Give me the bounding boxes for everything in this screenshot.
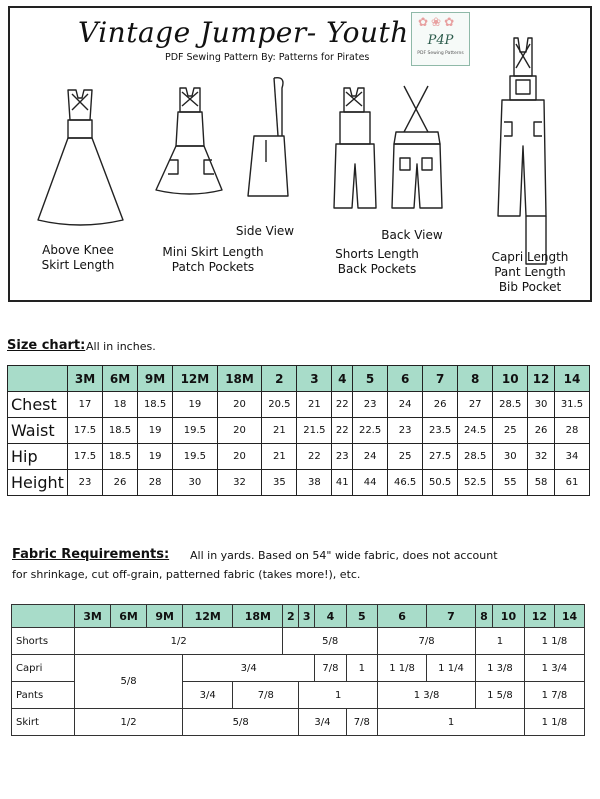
size-cell: 41 <box>332 470 353 496</box>
size-cell: 26 <box>423 392 458 418</box>
size-cell: 22 <box>297 444 332 470</box>
size-cell: 55 <box>493 470 528 496</box>
size-cell: 50.5 <box>423 470 458 496</box>
logo-subtext: PDF Sewing Patterns <box>417 51 464 56</box>
fabric-note-line2: for shrinkage, cut off-grain, patterned fabric (takes more!), etc. <box>12 568 361 581</box>
size-cell: 32 <box>528 444 555 470</box>
fabric-row-label: Capri <box>12 655 75 682</box>
size-cell: 21 <box>297 392 332 418</box>
size-chart-body <box>8 392 590 496</box>
fabric-size-col: 6 <box>378 605 427 628</box>
caption-shorts-line1: Shorts Length <box>335 247 419 261</box>
caption-side-view: Side View <box>235 224 295 238</box>
fabric-header-row <box>12 605 585 628</box>
size-row-chest <box>8 392 590 418</box>
size-row-waist <box>8 418 590 444</box>
fabric-row-shorts <box>12 628 585 655</box>
fabric-cell: 1 5/8 <box>475 682 524 709</box>
fabric-cell: 7/8 <box>233 682 299 709</box>
fabric-cell: 1 <box>346 655 377 682</box>
size-cell: 28 <box>554 418 589 444</box>
fabric-cell: 5/8 <box>183 709 299 736</box>
size-cell: 23 <box>388 418 423 444</box>
size-header-blank <box>8 366 68 392</box>
fabric-cell: 3/4 <box>183 682 233 709</box>
size-cell: 20 <box>217 392 262 418</box>
fabric-cell: 1 <box>475 628 524 655</box>
size-chart-title: Size chart: <box>7 338 86 353</box>
size-cell: 23 <box>332 444 353 470</box>
caption-capri-line2: Pant Length <box>494 265 566 279</box>
caption-skirt-line1: Above Knee <box>42 243 114 257</box>
fabric-cell: 1/2 <box>75 628 283 655</box>
fabric-cell: 1 1/4 <box>427 655 476 682</box>
size-col: 6M <box>103 366 138 392</box>
fabric-cell: 3/4 <box>183 655 315 682</box>
size-cell: 21 <box>262 444 297 470</box>
size-row-label: Hip <box>8 444 68 470</box>
size-cell: 20.5 <box>262 392 297 418</box>
size-cell: 61 <box>554 470 589 496</box>
size-cell: 18.5 <box>103 418 138 444</box>
size-cell: 20 <box>217 444 262 470</box>
skirt-jumper-illustration <box>38 80 128 230</box>
caption-mini-line1: Mini Skirt Length <box>162 245 264 259</box>
size-cell: 17.5 <box>68 418 103 444</box>
size-cell: 38 <box>297 470 332 496</box>
fabric-cell: 1 3/8 <box>378 682 476 709</box>
mini-skirt-illustration <box>152 80 232 200</box>
size-cell: 22 <box>332 418 353 444</box>
fabric-size-col: 9M <box>147 605 183 628</box>
fabric-size-col: 4 <box>315 605 346 628</box>
caption-capri-line3: Bib Pocket <box>498 280 562 294</box>
fabric-cell: 7/8 <box>315 655 346 682</box>
size-col: 18M <box>217 366 262 392</box>
size-cell: 30 <box>493 444 528 470</box>
fabric-size-col: 2 <box>283 605 299 628</box>
size-cell: 23 <box>353 392 388 418</box>
size-cell: 31.5 <box>554 392 589 418</box>
fabric-size-col: 3 <box>299 605 315 628</box>
size-cell: 25 <box>388 444 423 470</box>
size-cell: 19.5 <box>173 418 218 444</box>
size-col: 3M <box>68 366 103 392</box>
size-cell: 34 <box>554 444 589 470</box>
size-col: 10 <box>493 366 528 392</box>
size-cell: 28 <box>138 470 173 496</box>
size-cell: 19.5 <box>173 444 218 470</box>
size-cell: 22 <box>332 392 353 418</box>
caption-mini-line2: Patch Pockets <box>171 260 255 274</box>
fabric-size-col: 10 <box>492 605 524 628</box>
size-cell: 18 <box>103 392 138 418</box>
flower-icon: ✿❀✿ <box>418 15 458 29</box>
fabric-cell: 1 1/8 <box>524 628 584 655</box>
size-cell: 28.5 <box>458 444 493 470</box>
fabric-cell: 1 3/4 <box>524 655 584 682</box>
size-col: 9M <box>138 366 173 392</box>
pattern-subtitle: PDF Sewing Pattern By: Patterns for Pirates <box>165 52 370 63</box>
size-cell: 58 <box>528 470 555 496</box>
fabric-size-col: 5 <box>346 605 377 628</box>
fabric-row-capri <box>12 655 585 682</box>
fabric-requirements-table <box>11 604 585 736</box>
size-col: 2 <box>262 366 297 392</box>
size-cell: 52.5 <box>458 470 493 496</box>
caption-shorts-line2: Back Pockets <box>337 262 417 276</box>
fabric-cell: 7/8 <box>378 628 476 655</box>
fabric-size-col: 12M <box>183 605 233 628</box>
fabric-size-col: 12 <box>524 605 554 628</box>
size-cell: 19 <box>138 418 173 444</box>
fabric-size-col: 6M <box>111 605 147 628</box>
size-cell: 25 <box>493 418 528 444</box>
pants-illustration <box>490 36 560 266</box>
fabric-title: Fabric Requirements: <box>12 547 170 562</box>
size-cell: 18.5 <box>103 444 138 470</box>
size-chart-table <box>7 365 590 496</box>
fabric-size-col: 8 <box>475 605 492 628</box>
shorts-back-illustration <box>388 84 448 214</box>
size-cell: 18.5 <box>138 392 173 418</box>
size-col: 12M <box>173 366 218 392</box>
size-col: 12 <box>528 366 555 392</box>
fabric-cell: 5/8 <box>283 628 378 655</box>
fabric-cell: 1/2 <box>75 709 183 736</box>
size-cell: 17 <box>68 392 103 418</box>
size-col: 14 <box>554 366 589 392</box>
size-cell: 20 <box>217 418 262 444</box>
fabric-size-col: 14 <box>554 605 584 628</box>
size-row-label: Height <box>8 470 68 496</box>
size-header-row <box>8 366 590 392</box>
size-cell: 21.5 <box>297 418 332 444</box>
size-cell: 24.5 <box>458 418 493 444</box>
fabric-cell: 1 <box>378 709 525 736</box>
fabric-row-label: Pants <box>12 682 75 709</box>
fabric-row-skirt <box>12 709 585 736</box>
size-cell: 21 <box>262 418 297 444</box>
size-col: 7 <box>423 366 458 392</box>
size-cell: 17.5 <box>68 444 103 470</box>
caption-capri <box>480 250 580 295</box>
caption-mini <box>158 245 268 275</box>
fabric-cell: 1 7/8 <box>524 682 584 709</box>
fabric-cell: 1 1/8 <box>524 709 584 736</box>
size-cell: 23 <box>68 470 103 496</box>
size-col: 3 <box>297 366 332 392</box>
size-col: 5 <box>353 366 388 392</box>
size-cell: 19 <box>173 392 218 418</box>
size-cell: 22.5 <box>353 418 388 444</box>
fabric-cell: 1 1/8 <box>378 655 427 682</box>
logo-text: P4P <box>427 33 454 48</box>
pattern-title: Vintage Jumper- Youth <box>78 16 409 49</box>
size-cell: 44 <box>353 470 388 496</box>
size-cell: 23.5 <box>423 418 458 444</box>
size-cell: 27.5 <box>423 444 458 470</box>
fabric-cell: 7/8 <box>346 709 377 736</box>
caption-skirt-line2: Skirt Length <box>41 258 115 272</box>
size-cell: 35 <box>262 470 297 496</box>
size-cell: 26 <box>103 470 138 496</box>
fabric-cell: 3/4 <box>299 709 346 736</box>
size-cell: 46.5 <box>388 470 423 496</box>
size-cell: 28.5 <box>493 392 528 418</box>
size-row-height <box>8 470 590 496</box>
fabric-note-line1: All in yards. Based on 54" wide fabric, does not account <box>190 549 498 562</box>
size-cell: 30 <box>528 392 555 418</box>
size-cell: 24 <box>388 392 423 418</box>
caption-back-view: Back View <box>381 228 443 242</box>
size-cell: 26 <box>528 418 555 444</box>
side-view-illustration <box>238 76 298 201</box>
size-cell: 24 <box>353 444 388 470</box>
fabric-cell: 1 3/8 <box>475 655 524 682</box>
fabric-row-label: Skirt <box>12 709 75 736</box>
fabric-header-blank <box>12 605 75 628</box>
shorts-front-illustration <box>330 84 390 214</box>
caption-shorts <box>327 247 427 277</box>
fabric-size-col: 18M <box>233 605 283 628</box>
size-row-label: Chest <box>8 392 68 418</box>
size-col: 8 <box>458 366 493 392</box>
size-cell: 30 <box>173 470 218 496</box>
size-col: 4 <box>332 366 353 392</box>
size-cell: 32 <box>217 470 262 496</box>
size-chart-note: All in inches. <box>86 340 156 353</box>
size-row-label: Waist <box>8 418 68 444</box>
brand-logo <box>411 12 470 66</box>
fabric-size-col: 3M <box>75 605 111 628</box>
size-row-hip <box>8 444 590 470</box>
size-col: 6 <box>388 366 423 392</box>
caption-skirt <box>33 243 123 273</box>
fabric-row-label: Shorts <box>12 628 75 655</box>
fabric-cell: 1 <box>299 682 378 709</box>
size-cell: 19 <box>138 444 173 470</box>
fabric-cell: 5/8 <box>75 655 183 709</box>
size-cell: 27 <box>458 392 493 418</box>
fabric-size-col: 7 <box>427 605 476 628</box>
caption-capri-line1: Capri Length <box>491 250 569 264</box>
